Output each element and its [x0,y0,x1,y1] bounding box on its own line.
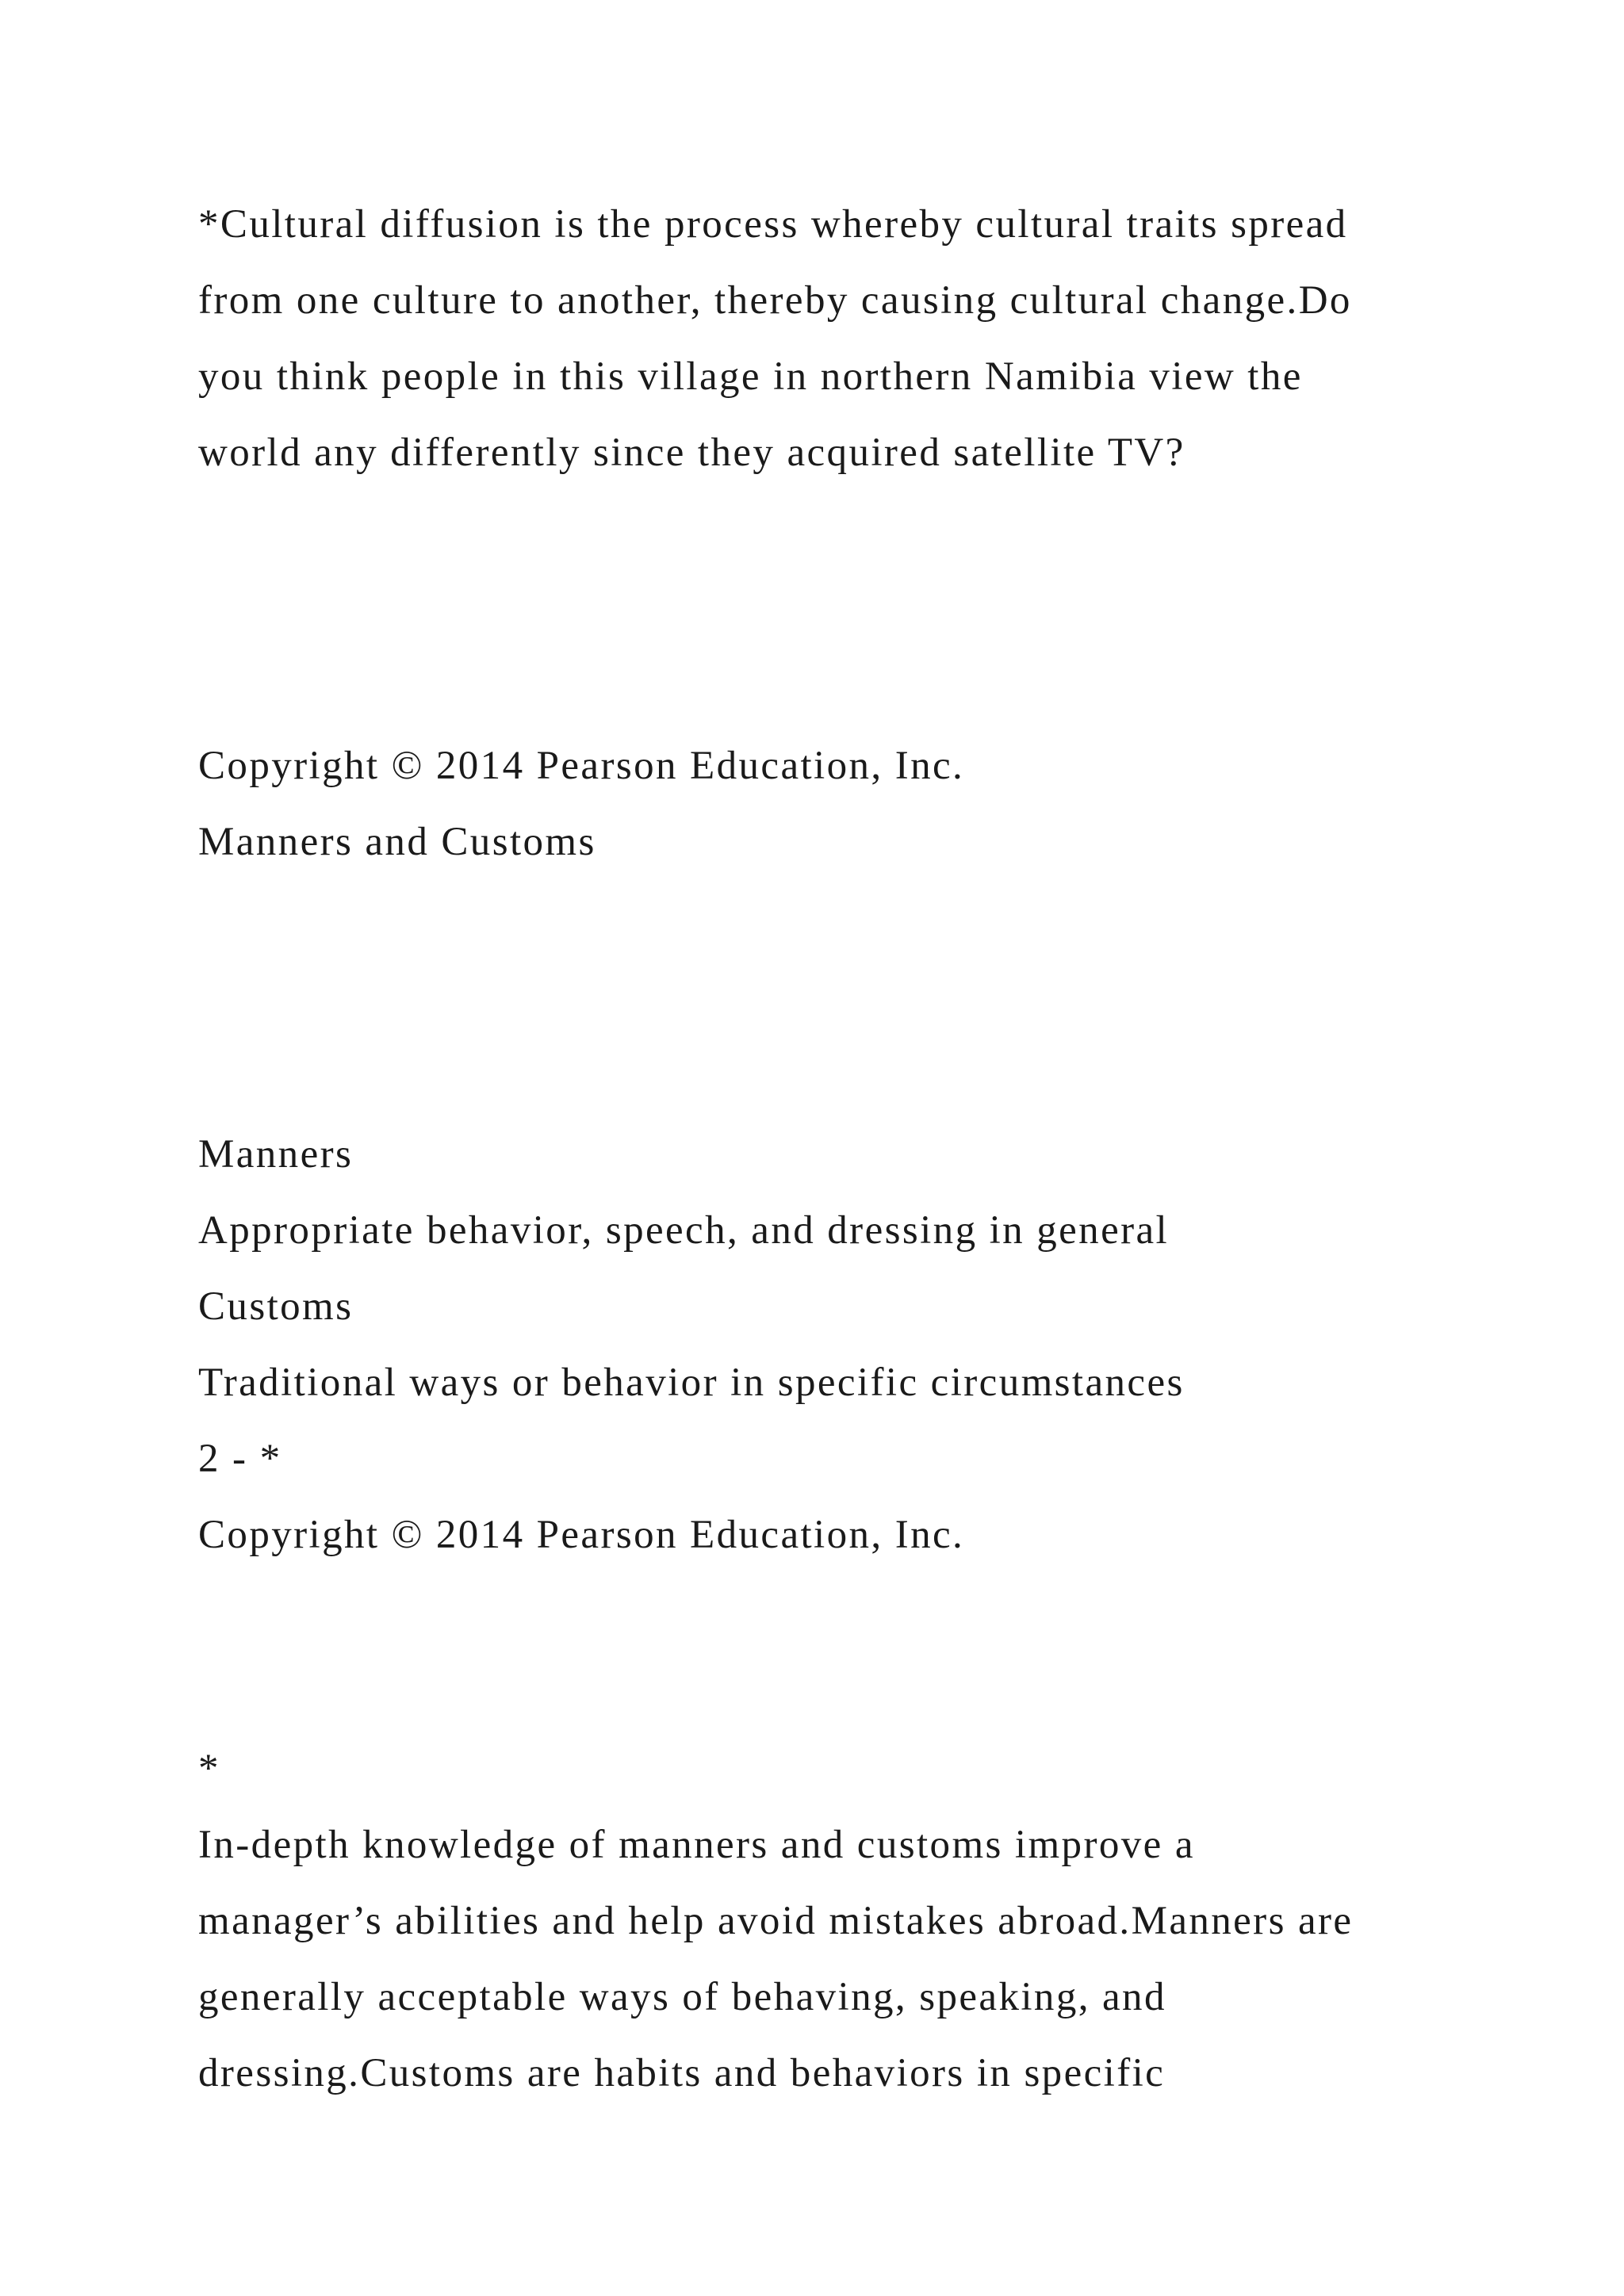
text-line: manager’s abilities and help avoid mistakes abroad.Manners are [198,1899,1354,1943]
note-marker: * [198,1747,220,1791]
text-line: In-depth knowledge of manners and customs improve a [198,1823,1195,1867]
term-definition: Traditional ways or behavior in specific circumstances [198,1360,1185,1405]
term-heading: Customs [198,1284,354,1329]
copyright-line: Copyright © 2014 Pearson Education, Inc. [198,744,965,788]
slide-number: 2 - * [198,1437,282,1481]
copyright-line: Copyright © 2014 Pearson Education, Inc. [198,1513,965,1557]
term-definition: Appropriate behavior, speech, and dressing in general [198,1208,1170,1253]
text-line: generally acceptable ways of behaving, speaking, and [198,1975,1166,2019]
text-line: dressing.Customs are habits and behaviors in specific [198,2051,1166,2095]
text-line: *Cultural diffusion is the process whereby cultural traits spread [198,202,1348,247]
slide-title: Manners and Customs [198,820,596,864]
text-line: you think people in this village in northern Namibia view the [198,354,1303,399]
text-line: world any differently since they acquired satellite TV? [198,430,1185,475]
term-heading: Manners [198,1132,354,1177]
text-line: from one culture to another, thereby causing cultural change.Do [198,278,1352,323]
